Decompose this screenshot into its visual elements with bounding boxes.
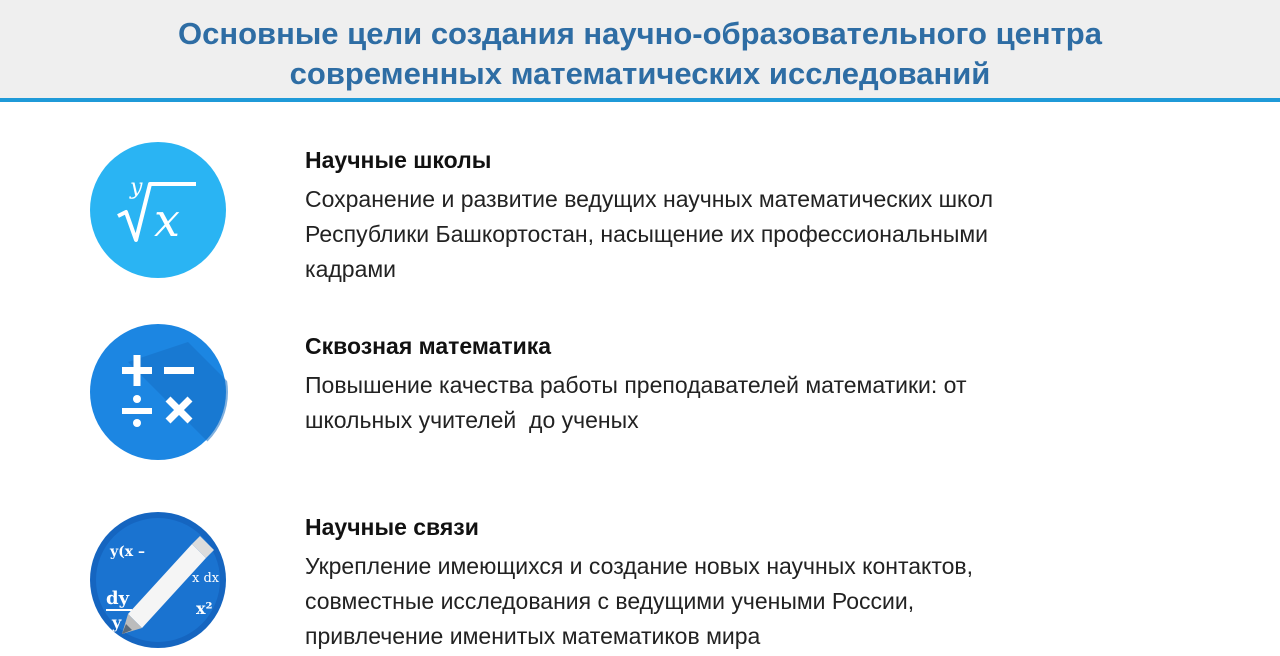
goal-heading: Научные школы [305, 147, 492, 173]
radical-root-icon [88, 140, 228, 280]
svg-text:x: x [154, 193, 180, 247]
description-line: Сохранение и развитие ведущих научных математических школ [305, 186, 994, 212]
title-line-1: Основные цели создания научно-образовательного центра [178, 16, 1102, 51]
svg-text:x dx: x dx [192, 571, 220, 586]
goal-description [305, 549, 1205, 654]
svg-text:y: y [130, 175, 143, 200]
description-line: кадрами [305, 256, 397, 282]
description-line: Укрепление имеющихся и создание новых научных контактов, [305, 553, 974, 579]
svg-text:dy: dy [106, 588, 130, 609]
slide-title [0, 14, 1280, 94]
slide-header [0, 0, 1280, 102]
title-line-2: современных математических исследований [289, 56, 991, 91]
description-line: Республики Башкортостан, насыщение их профессиональными [305, 221, 989, 247]
description-line: совместные исследования с ведущими учеными России, [305, 588, 915, 614]
pen-formulas-icon [88, 510, 228, 650]
description-line: Повышение качества работы преподавателей математики: от [305, 372, 967, 398]
goal-description [305, 182, 1205, 287]
description-line: привлечение именитых математиков мира [305, 623, 761, 649]
calculator-operations-icon [88, 322, 228, 462]
description-line: школьных учителей до ученых [305, 407, 639, 433]
goal-heading: Сквозная математика [305, 333, 552, 359]
goal-description [305, 368, 1205, 438]
svg-text:y: y [112, 613, 122, 632]
svg-text:y(x –: y(x – [110, 544, 145, 560]
svg-text:x²: x² [196, 599, 213, 618]
goal-heading: Научные связи [305, 514, 479, 540]
